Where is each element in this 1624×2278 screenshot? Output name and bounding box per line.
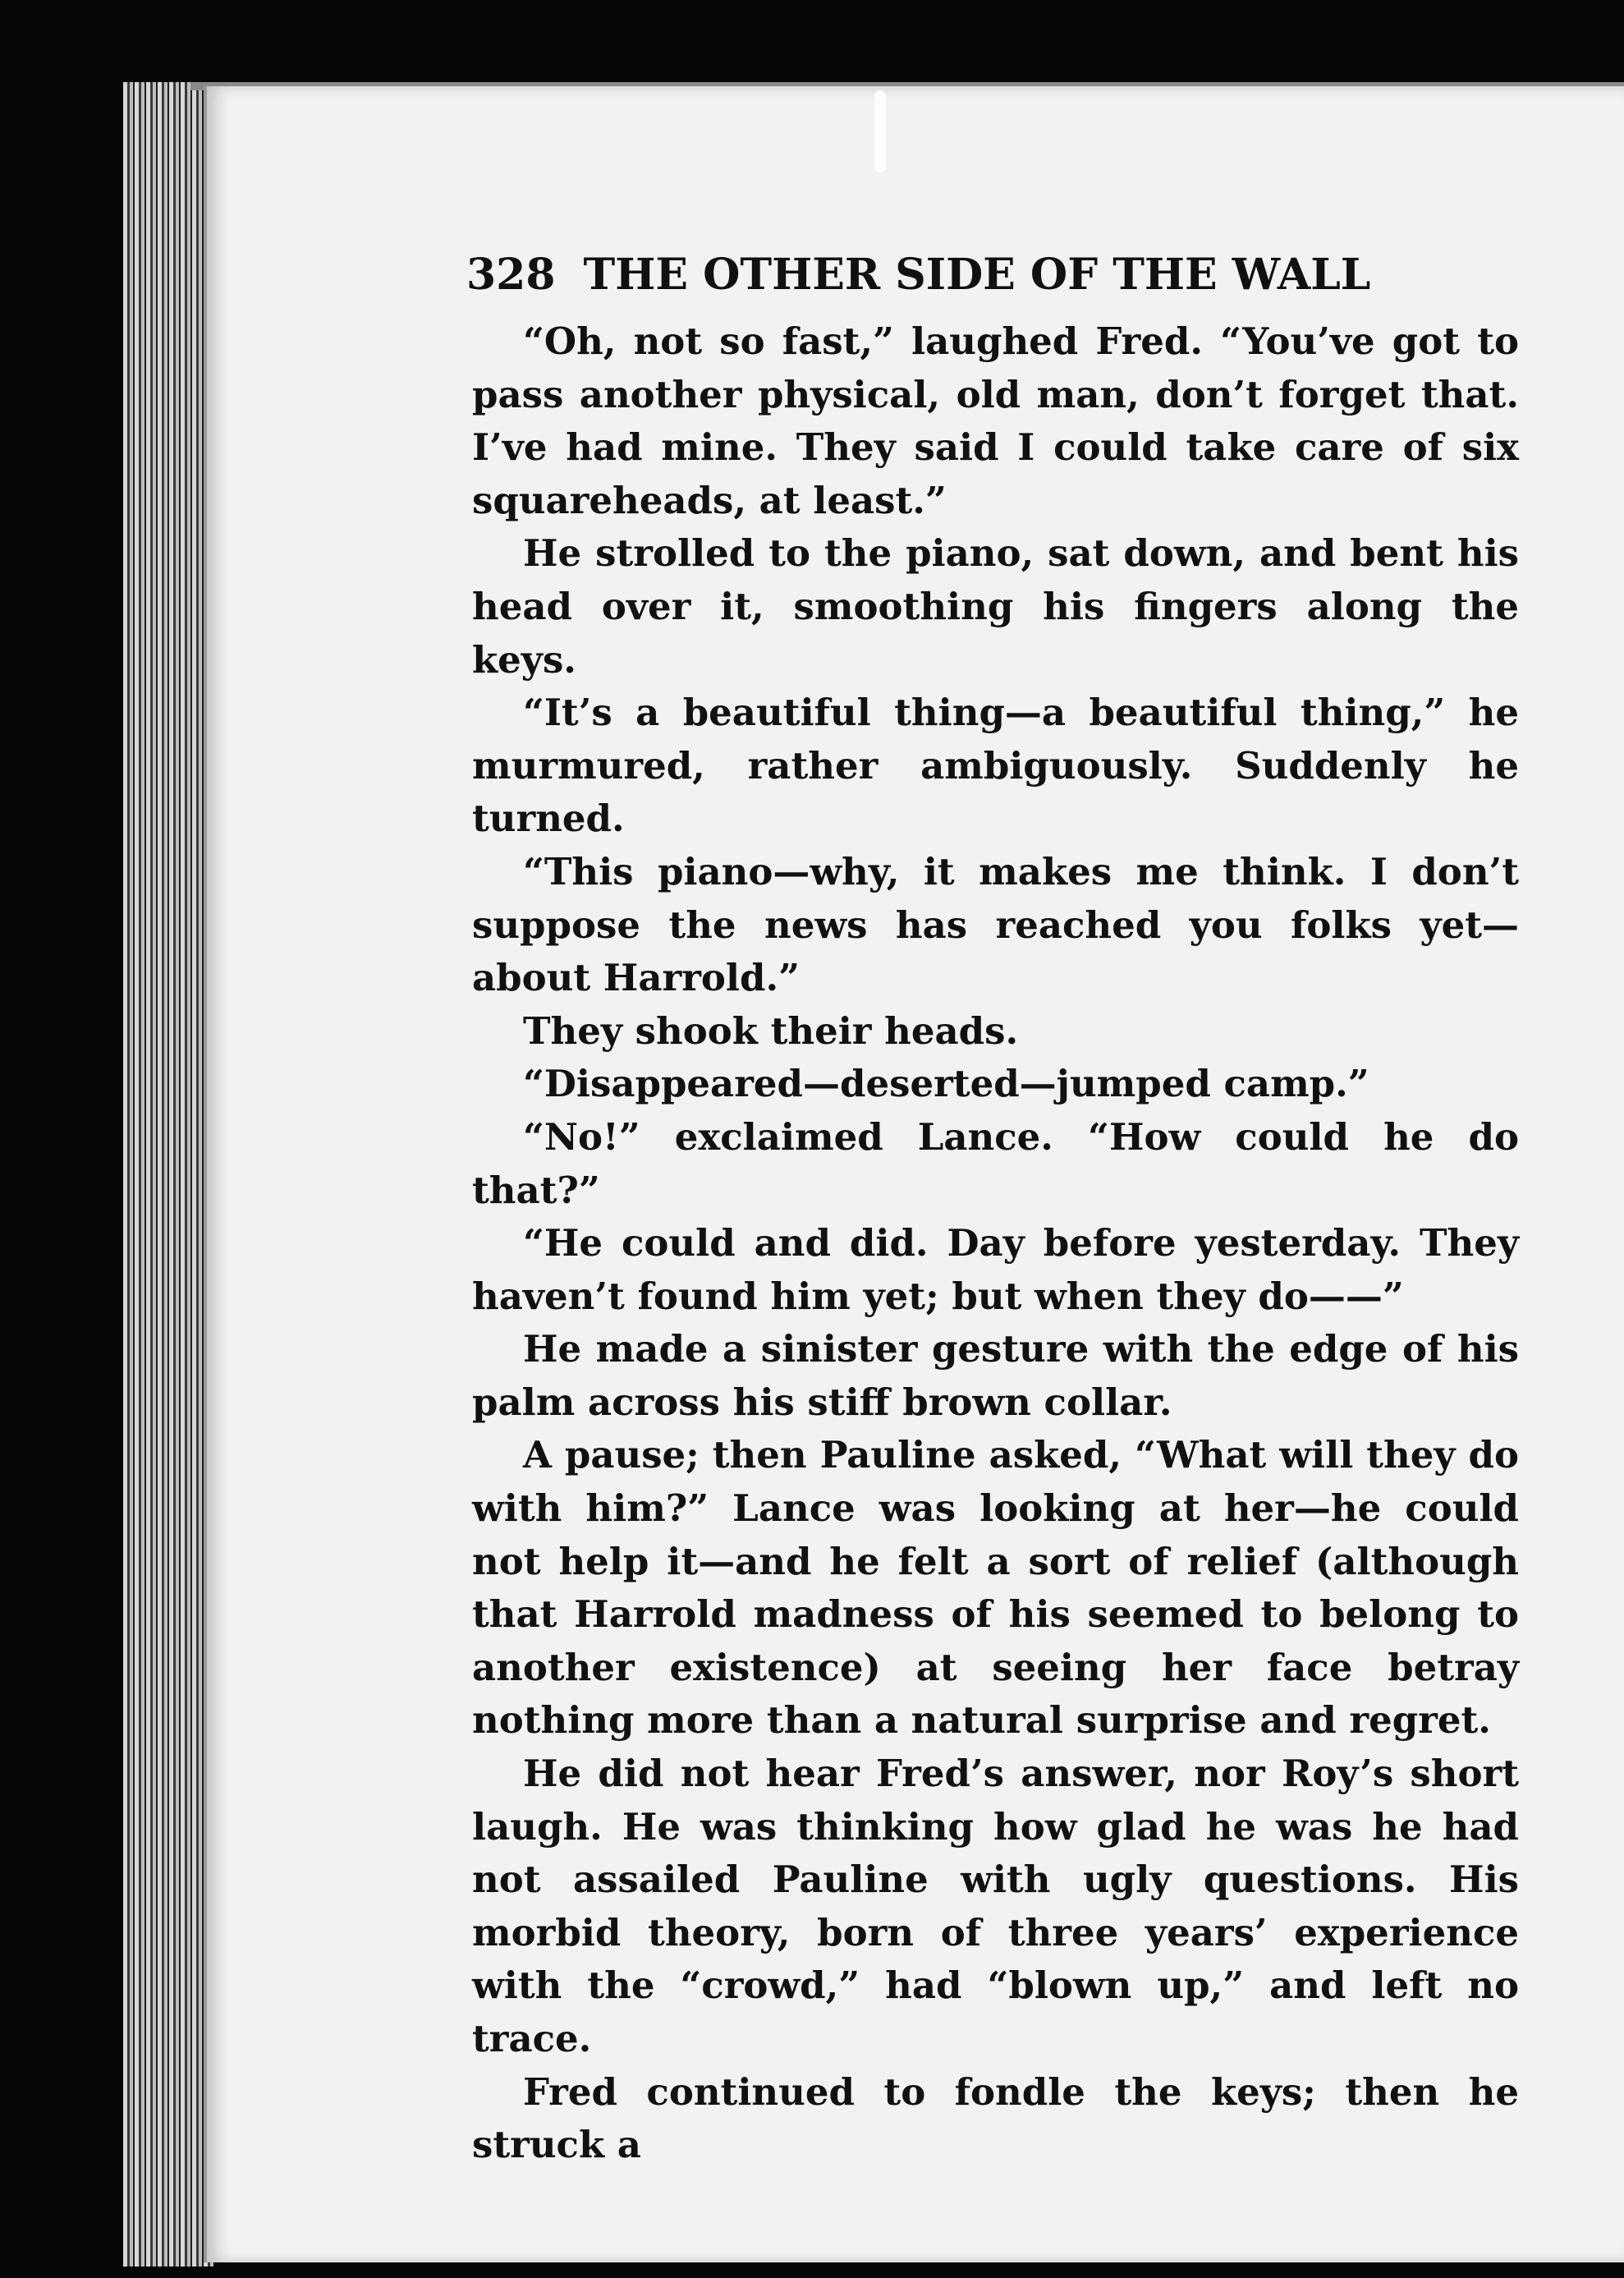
paragraph: “It’s a beautiful thing—a beautiful thing,” he murmured, rather ambiguously. Suddenly he turned. xyxy=(472,691,1519,841)
paragraph: A pause; then Pauline asked, “What will they do with him?” Lance was looking at her—he could not help it—and he felt a sort of relief (although that Harrold madness of his seemed to belong to another existence) at seeing her face betray nothing more than a natural surprise and regret. xyxy=(472,1433,1519,1743)
page-edges xyxy=(123,82,213,2267)
running-title: THE OTHER SIDE OF THE WALL xyxy=(583,250,1371,300)
paragraph: Fred continued to fondle the keys; then he struck a xyxy=(472,2069,1519,2167)
paragraph: They shook their heads. xyxy=(523,1008,1019,1053)
scan-artifact xyxy=(874,90,886,172)
running-head xyxy=(466,238,1411,312)
paragraph: “Oh, not so fast,” laughed Fred. “You’ve got to pass another physical, old man, don’t forget that. I’ve had mine. They said I could take care of six squareheads, at least.” xyxy=(472,319,1519,522)
paragraph: He made a sinister gesture with the edge of his palm across his stiff brown collar. xyxy=(472,1327,1519,1424)
paragraph: “No!” exclaimed Lance. “How could he do that?” xyxy=(472,1114,1519,1212)
paragraph: He did not hear Fred’s answer, nor Roy’s short laugh. He was thinking how glad he was he had not assailed Pauline with ugly questions. His morbid theory, born of three years’ experience with the “crowd,” had “blown up,” and left no trace. xyxy=(472,1752,1519,2060)
paragraph: He strolled to the piano, sat down, and bent his head over it, smoothing his fingers along the keys. xyxy=(472,531,1519,682)
body-text xyxy=(472,315,1519,2172)
page-number: 328 xyxy=(466,250,556,300)
paragraph: “Disappeared—deserted—jumped camp.” xyxy=(523,1062,1369,1106)
paragraph: “He could and did. Day before yesterday. They haven’t found him yet; but when they do——” xyxy=(472,1221,1519,1318)
paragraph: “This piano—why, it makes me think. I don’t suppose the news has reached you folks yet—about Harrold.” xyxy=(472,849,1519,1000)
